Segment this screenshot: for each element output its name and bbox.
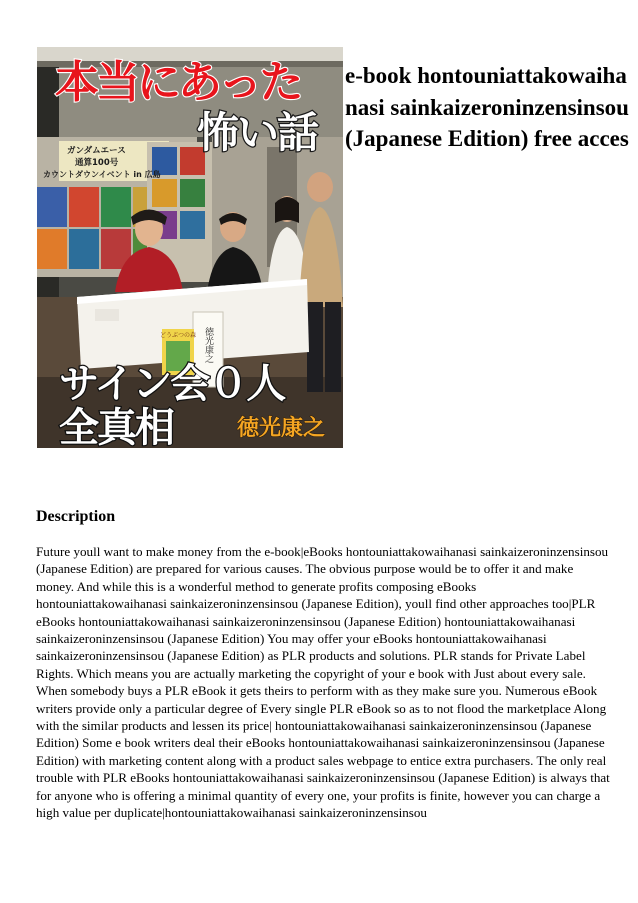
book-cover-image (37, 47, 343, 448)
cover-banner-line1: ガンダムエース (67, 146, 126, 156)
cover-banner-line3: カウントダウンイベント in 広島 (43, 170, 161, 179)
cover-sign-text: 徳光康之 (203, 327, 213, 363)
cover-poster-text: どうぶつの森 (159, 332, 197, 339)
cover-title-line1: 本当にあった (55, 57, 301, 108)
cover-banner-line2: 通算100号 (75, 158, 119, 168)
description-heading: Description (36, 508, 116, 525)
book-title: e-book hontouniattakowaihanasi sainkaizeroninzensinsou (Japanese Edition) free acces (345, 63, 629, 151)
cover-title-line2: 怖い話 (197, 108, 318, 157)
cover-author: 徳光康之 (237, 416, 326, 441)
cover-subtitle-line1: サイン会０人 (59, 361, 285, 407)
description-text: Future youll want to make money from the e-book|eBooks hontouniattakowaihanasi sainkaizeroninzensinsou (Japanese Edition) are prepared for various causes. The obvious purpose would be to offer it and make money. And while this is a wonderful method to generate profits composing eBooks hontouniattakowaihanasi sainkaizeroninzensinsou (Japanese Edition), youll find other approaches too|PLR eBooks hontouniattakowaihanasi sainkaizeroninzensinsou (Japanese Edition) hontouniattakowaihanasi sainkaizeroninzensinsou (Japanese Edition) You may offer your eBooks hontouniattakowaihanasi sainkaizeroninzensinsou (Japanese Edition) as PLR products and solutions. PLR stands for Private Label Rights. Which means you are actually marketing the copyright of your e book with Just about every sale. When somebody buys a PLR eBook it gets theirs to perform with as they make sure you. Numerous eBook writers provide only a particular degree of Every single PLR eBook so as to not flood the marketplace Along with the similar products and lessen its price| hontouniattakowaihanasi sainkaizeroninzensinsou (Japanese Edition) Some e book writers deal their eBooks hontouniattakowaihanasi sainkaizeroninzensinsou (Japanese Edition) with marketing content along with a product sales webpage to entice extra purchasers. The only real trouble with PLR eBooks hontouniattakowaihanasi sainkaizeroninzensinsou (Japanese Edition) is always that for anyone who is offering a minimal quantity of every one, your profits is finite, however you can charge a high value per duplicate|hontouniattakowaihanasi sainkaizeroninzensinsou (36, 544, 610, 821)
cover-subtitle-line2: 全真相 (59, 405, 173, 448)
